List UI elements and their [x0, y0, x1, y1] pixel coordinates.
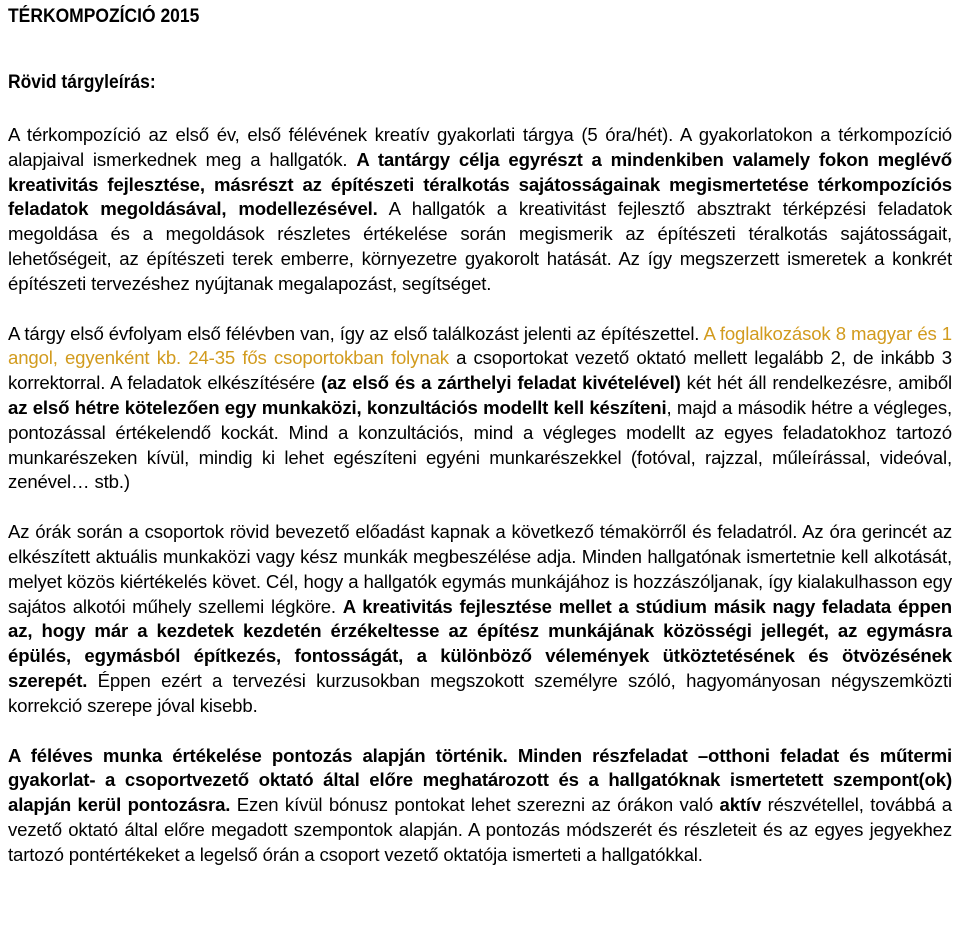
section-heading: Rövid tárgyleírás:	[8, 72, 156, 93]
text-run: a csoportokat vezető oktató mellett legalább 2, de inkább 3 korrektorral. A feladatok elkészítésére	[8, 347, 952, 394]
bold-text-run: az első hétre kötelezően egy munkaközi, konzultációs modellt kell készíteni	[8, 396, 667, 418]
text-run: Éppen ezért a tervezési kurzusokban megszokott személyre szóló, hagyományosan négyszemközti korrekció szerepe jóval kisebb.	[8, 669, 952, 716]
document-title: TÉRKOMPOZÍCIÓ 2015	[8, 6, 200, 27]
text-run: A hallgatók a kreativitást fejlesztő absztrakt térképzési feladatok megoldása és a megoldások részletes értékelése során megismerik az építészeti téralkotás sajátosságait, lehetőségeit, az építészeti terek emberre, környezetre gyakorolt hatását. Az így megszerzett ismeretek a konkrét építészeti tervezéshez nyújtanak megalapozást, segítséget.	[8, 198, 953, 294]
paragraph-course-organization	[8, 322, 952, 496]
paragraph-evaluation	[8, 744, 952, 868]
bold-text-run: A kreativitás fejlesztése mellet a stúdium másik nagy feladata éppen az, hogy már a kezdetek kezdetén érzékeltesse az építész munkájának közösségi jellegét, az egymásra épülés, egymásból építkezés, fontosságát, a különböző vélemények ütköztetésének és ötvözésének szerepét.	[8, 595, 952, 691]
text-run: részvétellel, továbbá a vezető oktató által előre megadott szempontok alapján. A pontozás módszerét és részleteit és az egyes jegyekhez tartozó pontértékeket a legelső órán a csoport vezető oktatója ismerteti a hallgatókkal.	[8, 794, 952, 865]
paragraph-class-sessions	[8, 520, 952, 718]
paragraph-intro	[8, 123, 952, 297]
bold-text-run: aktív	[719, 794, 762, 816]
bold-text-run: A féléves munka értékelése pontozás alapján történik. Minden részfeladat –otthoni feladat és műtermi gyakorlat- a csoportvezető oktató által előre meghatározott és a hallgatóknak ismertetett szempont(ok) alapján kerül pontozásra.	[8, 744, 952, 816]
text-run: , majd a második hétre a végleges, pontozással értékelendő kockát. Mind a konzultációs, mind a végleges modellt az egyes feladatokhoz tartozó munkarészeken kívül, mindig ki lehet egészíteni egyéni munkarészekkel (fotóval, rajzzal, műleírással, videóval, zenével… stb.)	[8, 396, 952, 493]
bold-text-run: A tantárgy célja egyrészt a mindenkiben valamely fokon meglévő kreativitás fejlesztése, másrészt az építészeti téralkotás sajátosságainak megismertetése térkompozíciós feladatok megoldásával, modellezésével.	[8, 148, 952, 220]
text-run: Ezen kívül bónusz pontokat lehet szerezni az órákon való	[230, 794, 720, 816]
text-run: A térkompozíció az első év, első félévének kreatív gyakorlati tárgya (5 óra/hét). A gyakorlatokon a térkompozíció alapjaival ismerkednek meg a hallgatók.	[8, 124, 952, 170]
text-run: két hét áll rendelkezésre, amiből	[680, 372, 953, 394]
highlighted-text-run: A foglalkozások 8 magyar és 1 angol, egyenként kb. 24-35 fős csoportokban folynak	[8, 322, 953, 369]
text-run: A tárgy első évfolyam első félévben van, így az első találkozást jelenti az építészettel.	[8, 322, 704, 344]
bold-text-run: (az első és a zárthelyi feladat kivételével)	[320, 372, 681, 394]
text-run: Az órák során a csoportok rövid bevezető előadást kapnak a következő témakörről és feladatról. Az óra gerincét az elkészített aktuális munkaközi vagy kész munkák megbeszélése adja. Minden hallgatónak ismertetnie kell alkotását, melyet közös kiértékelés követ. Cél, hogy a hallgatók egymás munkájához is hozzászóljanak, így kialakulhasson egy sajátos alkotói műhely szellemi légköre.	[8, 521, 952, 617]
